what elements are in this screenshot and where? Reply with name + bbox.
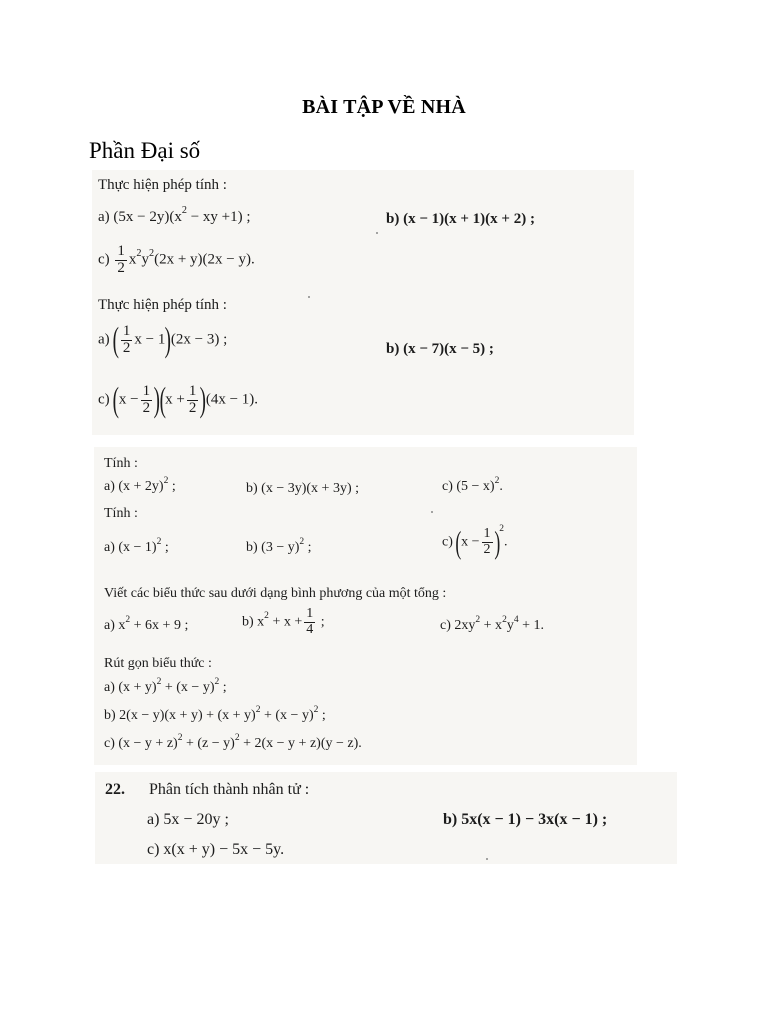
- exercise-item-a: a) ( $\frac{1}{2}$ x − 1)(2x − 3) ;: [98, 320, 228, 359]
- scan-speck: [308, 296, 310, 298]
- exercise-scan-2: [94, 447, 637, 765]
- exercise-heading: Thực hiện phép tính :: [98, 297, 227, 313]
- fraction: $\frac{1}{2}$: [117, 243, 125, 276]
- exercise-item-c: c) $\frac{1}{2}$ $x^2y^2(2x + y)(2x - y)$.: [98, 243, 255, 276]
- exercise-item-a: a) 5x − 20y ;: [147, 811, 229, 828]
- exercise-heading: Phân tích thành nhân tử :: [149, 781, 310, 798]
- exercise-item-a: a) $(x - 1)^2$ ;: [104, 536, 169, 555]
- exercise-item-a: a) $(x + 2y)^2$ ;: [104, 475, 176, 494]
- exercise-item-a: a) $x^2 + 6x + 9$ ;: [104, 614, 189, 633]
- fraction: $\frac{1}{2}$: [483, 526, 491, 557]
- exercise-heading: Tính :: [104, 506, 138, 521]
- fraction: $\frac{1}{2}$: [122, 323, 131, 356]
- exercise-item-c: c) $(5 - x)^2$.: [442, 475, 503, 494]
- exercise-item-c: c) $2xy^2 + x^2y^4 + 1$.: [440, 614, 544, 633]
- exercise-item-b: b) $2(x - y)(x + y) + (x + y)^2 + (x - y)^2$ ;: [104, 704, 326, 723]
- right-paren: ): [199, 380, 207, 419]
- exercise-item-b: b) $x^2 + x$ + $\frac{1}{4}$ ;: [242, 606, 325, 637]
- exercise-item-c: c) $(x - y + z)^2 + (z - y)^2 + 2(x - y + z)(y - z)$.: [104, 732, 362, 751]
- exercise-item-a: a) $(x + y)^2 + (x - y)^2$ ;: [104, 676, 227, 695]
- fraction: $\frac{1}{4}$: [306, 606, 314, 637]
- exercise-item-b: b) (x − 7)(x − 5) ;: [386, 341, 494, 357]
- fraction: $\frac{1}{2}$: [142, 383, 151, 416]
- exercise-scan-1: [92, 170, 634, 435]
- left-paren: (: [112, 320, 120, 359]
- exercise-scan-3: [95, 772, 677, 864]
- left-paren: (: [159, 380, 166, 419]
- right-paren: ): [493, 523, 500, 560]
- scan-speck: [376, 232, 378, 234]
- fraction: $\frac{1}{2}$: [188, 383, 197, 416]
- exercise-number: 22.: [105, 781, 125, 798]
- right-paren: ): [153, 380, 161, 419]
- scan-speck: [486, 858, 488, 860]
- right-paren: ): [164, 320, 172, 359]
- exercise-item-b: b) $(3 - y)^2$ ;: [246, 536, 312, 555]
- left-paren: (: [112, 380, 120, 419]
- scan-speck: [431, 511, 433, 513]
- exercise-item-b: b) (x − 3y)(x + 3y) ;: [246, 481, 359, 496]
- exercise-heading: Tính :: [104, 456, 138, 471]
- page-title: BÀI TẬP VỀ NHÀ: [302, 96, 466, 118]
- exercise-item-b: b) (x − 1)(x + 1)(x + 2) ;: [386, 211, 535, 227]
- section-subtitle: Phần Đại số: [89, 138, 201, 163]
- exercise-item-c: c) x(x + y) − 5x − 5y.: [147, 841, 285, 858]
- exercise-item-a: a) $(5x - 2y)(x^2$ − xy +1) ;: [98, 205, 251, 225]
- exercise-item-c: c) (x − $\frac{1}{2}$ )(x + $\frac{1}{2}$ )(4x − 1).: [98, 380, 259, 419]
- left-paren: (: [455, 523, 462, 560]
- exercise-item-b: b) 5x(x − 1) − 3x(x − 1) ;: [443, 811, 608, 828]
- exercise-heading: Viết các biểu thức sau dưới dạng bình phương của một tổng :: [104, 586, 447, 601]
- exercise-heading: Thực hiện phép tính :: [98, 177, 227, 193]
- exercise-item-c: c) (x − $\frac{1}{2}$ )$^2$.: [442, 523, 508, 560]
- exercise-heading: Rút gọn biểu thức :: [104, 656, 212, 671]
